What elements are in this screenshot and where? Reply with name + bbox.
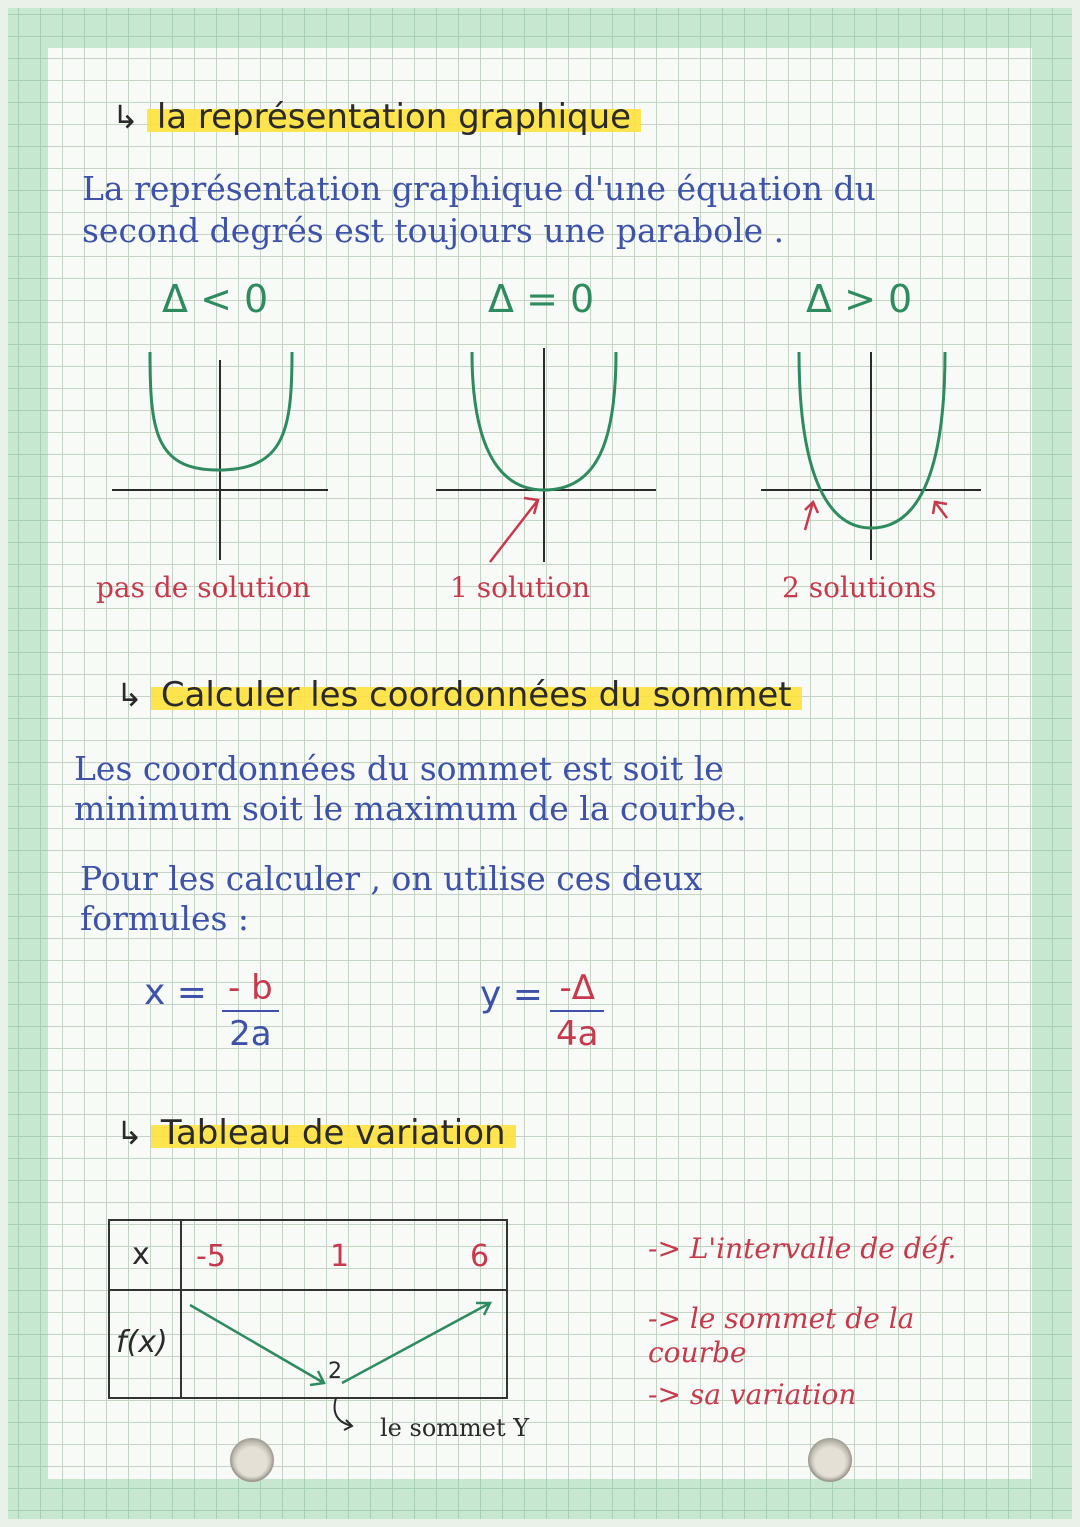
graph-two-solutions: [755, 330, 995, 570]
paragraph-line: formules :: [80, 899, 250, 938]
paragraph-line: minimum soit le maximum de la courbe.: [74, 789, 747, 828]
hook-arrow-icon: ↳: [112, 98, 139, 136]
vertex-value: 2: [328, 1359, 342, 1384]
caption-no-solution: pas de solution: [96, 571, 311, 604]
note-interval: -> L'intervalle de déf.: [648, 1232, 957, 1265]
paragraph-line: Pour les calculer , on utilise ces deux: [80, 859, 703, 898]
x-value-end: 6: [470, 1239, 490, 1274]
caption-two-solutions: 2 solutions: [782, 571, 937, 604]
section-title: Calculer les coordonnées du sommet: [151, 675, 802, 715]
binder-hole: [230, 1438, 274, 1482]
paragraph-line: Les coordonnées du sommet est soit le: [74, 749, 724, 788]
formula-y-lhs: y =: [480, 974, 543, 1015]
fraction-bar: [550, 1010, 604, 1012]
x-values-cell: [181, 1220, 507, 1290]
table-row-fx: [109, 1290, 507, 1398]
caption-one-solution: 1 solution: [450, 571, 591, 604]
formula-x-numerator: - b: [228, 968, 273, 1008]
hook-arrow-icon: ↳: [116, 1114, 143, 1152]
row-label-cell: [109, 1290, 181, 1398]
graph-one-solution: [430, 330, 670, 570]
arrow-to-root: [490, 500, 538, 562]
formula-x-fraction: [222, 968, 279, 1054]
section-heading-sommet: [116, 675, 802, 715]
vertex-note: le sommet Y: [380, 1414, 530, 1442]
formula-y-fraction: [550, 968, 604, 1054]
section-heading-representation: [112, 97, 641, 137]
delta-positive-label: Δ > 0: [806, 277, 913, 321]
variation-table: [108, 1219, 508, 1399]
binder-hole: [808, 1438, 852, 1482]
note-variation: -> sa variation: [648, 1378, 857, 1411]
row-label-fx: f(x): [116, 1325, 168, 1360]
hook-arrow-icon: ↳: [116, 676, 143, 714]
section-title: la représentation graphique: [147, 97, 641, 137]
variation-cell: [181, 1290, 507, 1398]
note-sommet: -> le sommet de la courbe: [648, 1302, 915, 1369]
formula-y-numerator: -Δ: [559, 968, 595, 1008]
hook-arrow-icon: [326, 1396, 376, 1436]
paragraph-line: La représentation graphique d'une équation du: [82, 169, 876, 208]
increasing-arrow: [342, 1303, 490, 1383]
delta-zero-label: Δ = 0: [488, 277, 595, 321]
arrowhead-icon: [524, 498, 538, 514]
formula-x-lhs: x =: [144, 972, 207, 1013]
row-label-x: x: [132, 1237, 150, 1272]
x-value-vertex: 1: [330, 1239, 350, 1274]
section-heading-tableau: [116, 1113, 516, 1153]
table-row-x: [109, 1220, 507, 1290]
fraction-bar: [222, 1010, 279, 1012]
section-title: Tableau de variation: [151, 1113, 516, 1153]
formula-y-denominator: 4a: [556, 1014, 599, 1054]
formula-x-denominator: 2a: [229, 1014, 272, 1054]
variation-arrows: [182, 1291, 506, 1397]
x-value-start: -5: [196, 1239, 226, 1274]
row-label-cell: [109, 1220, 181, 1290]
graph-no-solution: [100, 330, 340, 570]
decreasing-arrow: [190, 1305, 324, 1383]
paragraph-line: second degrés est toujours une parabole .: [82, 211, 785, 250]
delta-negative-label: Δ < 0: [162, 277, 269, 321]
